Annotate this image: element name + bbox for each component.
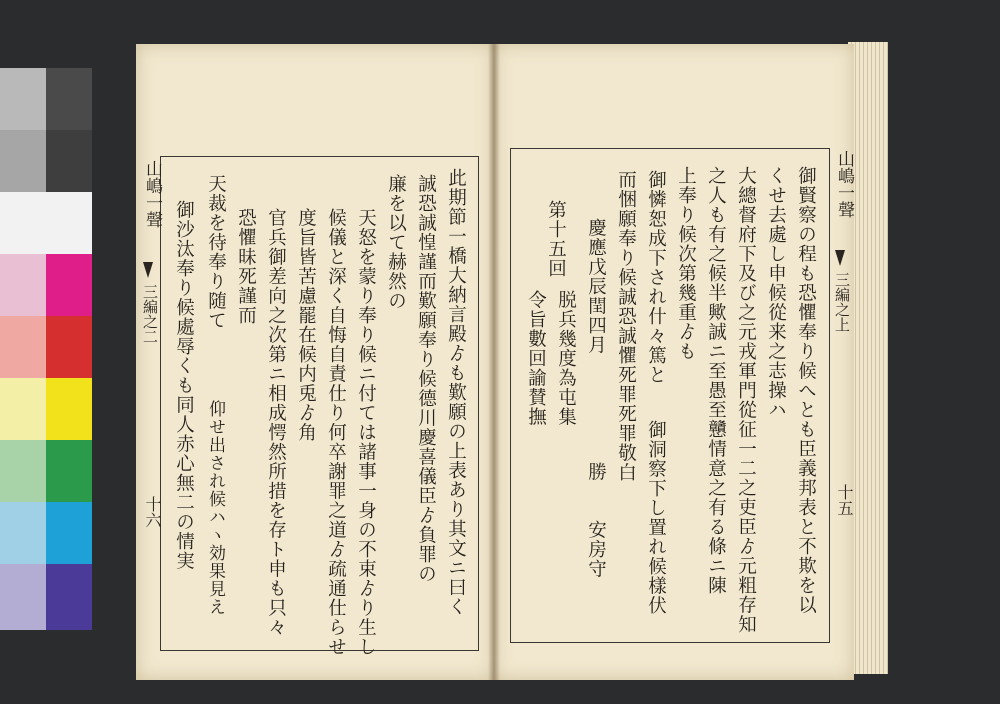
red-patch	[46, 316, 92, 378]
left-margin-subtitle: 三編之二	[141, 284, 159, 344]
right-page-number: 十五	[835, 484, 854, 516]
green-patch	[46, 440, 92, 502]
text-column: 官兵御差向之次第ニ相成愕然所措を存ト申も只々	[265, 208, 287, 637]
gray-patch	[46, 130, 92, 192]
text-column: 而悃願奉り候誠恐誠懼死罪死罪敬白	[615, 170, 637, 482]
cyan-patch	[46, 502, 92, 564]
text-column: 度旨皆苦慮罷在候内兎ゟ角	[295, 208, 317, 442]
chapter-title-line: 令旨數回諭賛撫	[525, 290, 547, 427]
lavender-patch	[0, 564, 46, 630]
text-column: 恐懼昧死謹而	[235, 208, 257, 325]
salmon-patch	[0, 316, 46, 378]
chapter-heading: 第十五回	[545, 200, 567, 278]
pink-patch	[0, 254, 46, 316]
gray-patch	[0, 68, 46, 130]
light-cyan-patch	[0, 502, 46, 564]
yellow-patch	[46, 378, 92, 440]
gray-patch	[46, 68, 92, 130]
text-column: 之人も有之候半歟誠ニ至愚至戇情意之有る條ニ陳	[705, 166, 727, 595]
text-column: 御洞察下し置れ候樣伏	[645, 420, 667, 615]
author-name: 安房守	[585, 520, 607, 579]
text-column: 上奉り候次第幾重ゟも	[675, 166, 697, 361]
magenta-patch	[46, 254, 92, 316]
right-margin-subtitle: 三編之上	[833, 272, 851, 332]
chapter-title-line: 脱兵幾度為屯集	[555, 290, 577, 427]
text-column: 御憐恕成下され什々篤と	[645, 170, 667, 385]
text-column: くせ去處し申候從来之志操ハ	[765, 166, 787, 420]
purple-patch	[46, 564, 92, 630]
text-column: 仰せ出され候ハヽ効果見え	[205, 400, 225, 616]
right-margin-title: 山嶋一聲	[834, 150, 854, 218]
book-gutter	[488, 44, 500, 680]
text-column: 廉を以て赫然の	[385, 174, 407, 311]
white-patch	[0, 192, 92, 254]
page-stack-edge	[848, 42, 888, 674]
text-column: 天裁を待奉り随て	[205, 174, 227, 330]
light-green-patch	[0, 440, 46, 502]
text-column: 天怒を蒙り奉り候ニ付ては諸事一身の不束ゟり生し	[355, 208, 377, 657]
text-column: 候儀と深く自悔自責仕り何卒謝罪之道ゟ疏通仕らせ	[325, 208, 347, 657]
date-line: 慶應戊辰閏四月	[585, 218, 607, 355]
author-title: 勝	[585, 462, 607, 482]
gray-patch	[0, 130, 46, 192]
light-yellow-patch	[0, 378, 46, 440]
color-calibration-chart	[0, 68, 92, 630]
text-column: 大總督府下及び之元戎軍門從征一二之吏臣ゟ元粗存知	[735, 166, 757, 634]
text-column: 誠恐誠惶謹而歎願奉り候德川慶喜儀臣ゟ負罪の	[415, 174, 437, 584]
text-column: 御沙汰奉り候處辱くも同人赤心無二の情実	[173, 200, 195, 571]
left-page-number: 十六	[143, 496, 162, 528]
left-margin-title: 山嶋一聲	[142, 160, 162, 228]
text-column: 此期節一橋大納言殿ゟも歎願の上表あり其文ニ曰く	[445, 168, 467, 617]
text-column: 御賢察の程も恐懼奉り候へとも臣義邦表と不欺を以	[795, 166, 817, 615]
